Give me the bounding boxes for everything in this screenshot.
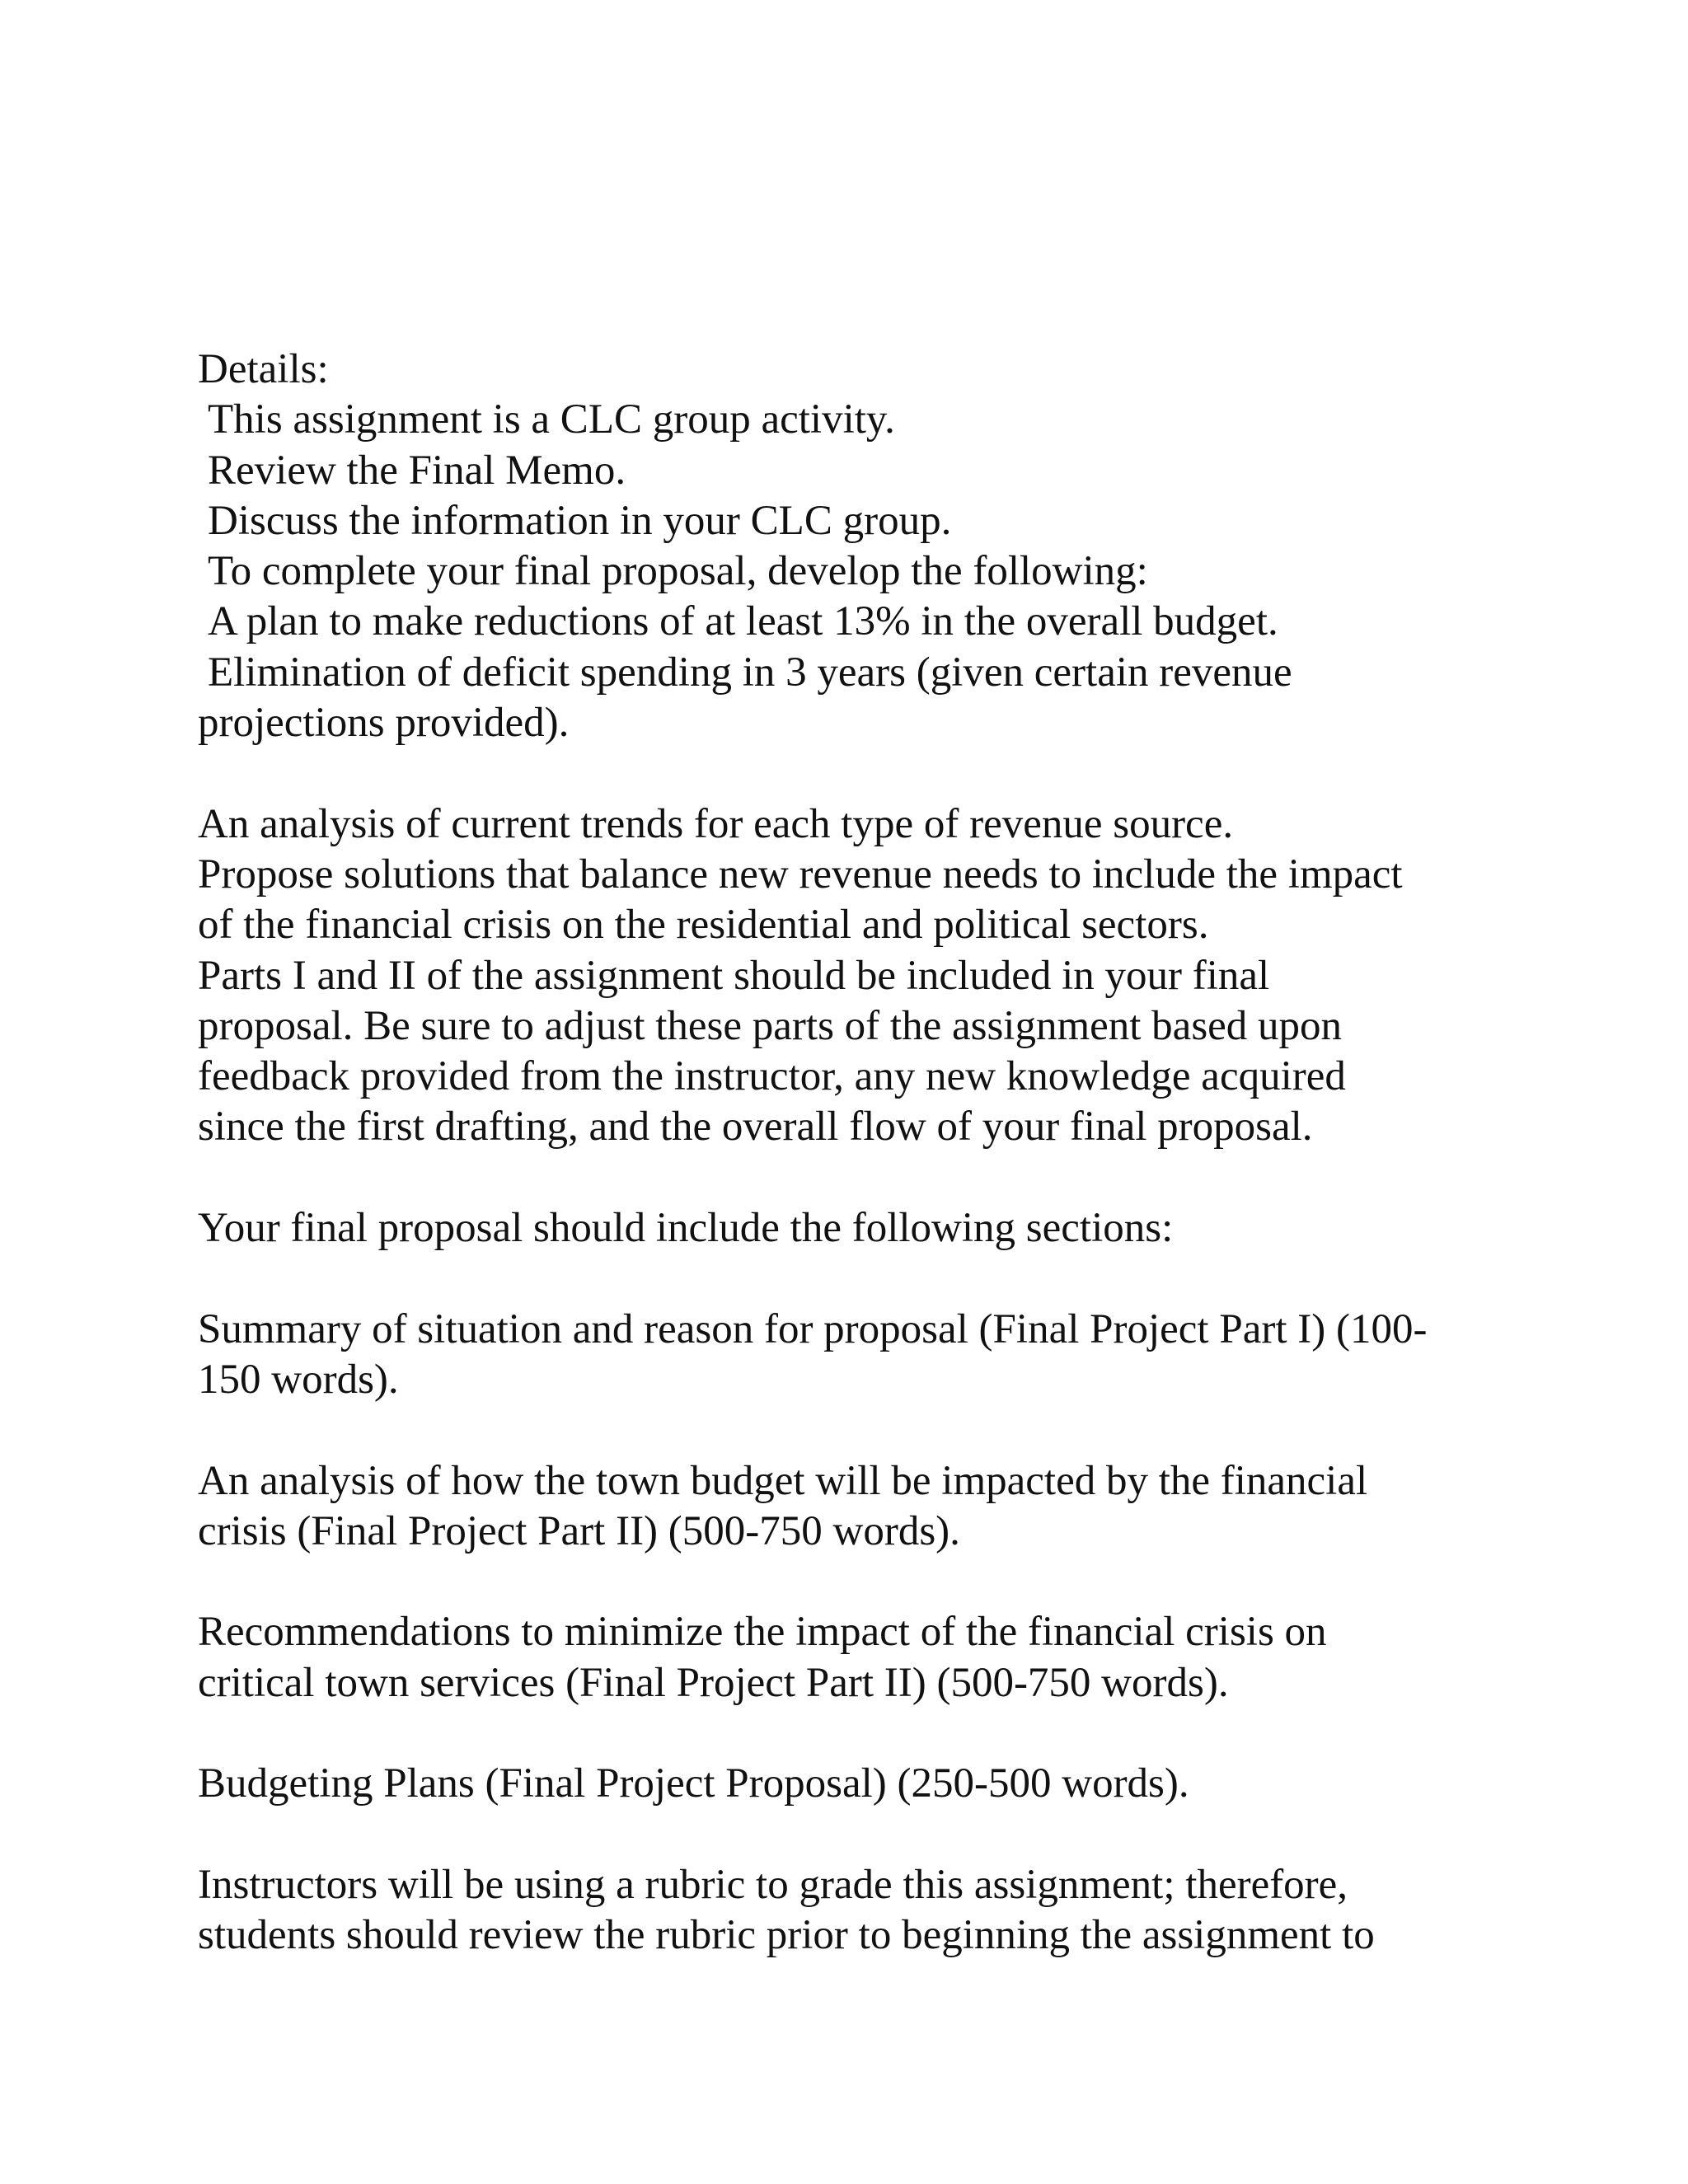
text-line: Recommendations to minimize the impact of the financial crisis on — [198, 1609, 1327, 1656]
text-line: Discuss the information in your CLC group. — [208, 497, 952, 544]
text-line: Budgeting Plans (Final Project Proposal) (250-500 words). — [198, 1760, 1189, 1807]
text-line: Review the Final Memo. — [208, 447, 626, 494]
text-line: critical town services (Final Project Part II) (500-750 words). — [198, 1659, 1229, 1706]
document-body — [198, 344, 1517, 1961]
paragraph-gap — [198, 748, 1517, 799]
text-line: Propose solutions that balance new revenue needs to include the impact — [198, 851, 1403, 898]
text-line: proposal. Be sure to adjust these parts of the assignment based upon — [198, 1002, 1343, 1049]
paragraph-gap — [198, 1254, 1517, 1304]
text-line: A plan to make reductions of at least 13% in the overall budget. — [208, 598, 1278, 645]
details-heading: Details: — [198, 346, 329, 392]
text-line: Your final proposal should include the following sections: — [198, 1205, 1174, 1252]
text-line: To complete your final proposal, develop the following: — [208, 548, 1148, 595]
text-line: 150 words). — [198, 1356, 399, 1403]
paragraph-gap — [198, 1810, 1517, 1860]
text-line: feedback provided from the instructor, any new knowledge acquired — [198, 1053, 1346, 1100]
text-line: This assignment is a CLC group activity. — [208, 396, 895, 443]
text-line: students should review the rubric prior to beginning the assignment to — [198, 1912, 1375, 1959]
paragraph-gap — [198, 1557, 1517, 1607]
text-line: Summary of situation and reason for proposal (Final Project Part I) (100- — [198, 1305, 1428, 1352]
paragraph-gap — [198, 1708, 1517, 1759]
text-line: crisis (Final Project Part II) (500-750 words). — [198, 1507, 960, 1554]
text-line: of the financial crisis on the residential and political sectors. — [198, 902, 1209, 949]
text-line: Instructors will be using a rubric to grade this assignment; therefore, — [198, 1861, 1348, 1908]
paragraph-gap — [198, 1405, 1517, 1455]
text-line: An analysis of how the town budget will be impacted by the financial — [198, 1457, 1368, 1504]
text-line: Parts I and II of the assignment should be included in your final — [198, 952, 1270, 999]
paragraph-gap — [198, 1153, 1517, 1203]
text-line: An analysis of current trends for each type of revenue source. — [198, 800, 1234, 847]
text-line: since the first drafting, and the overall flow of your final proposal. — [198, 1104, 1313, 1151]
text-line: Elimination of deficit spending in 3 years (given certain revenue — [208, 649, 1292, 696]
text-line: projections provided). — [198, 700, 570, 747]
